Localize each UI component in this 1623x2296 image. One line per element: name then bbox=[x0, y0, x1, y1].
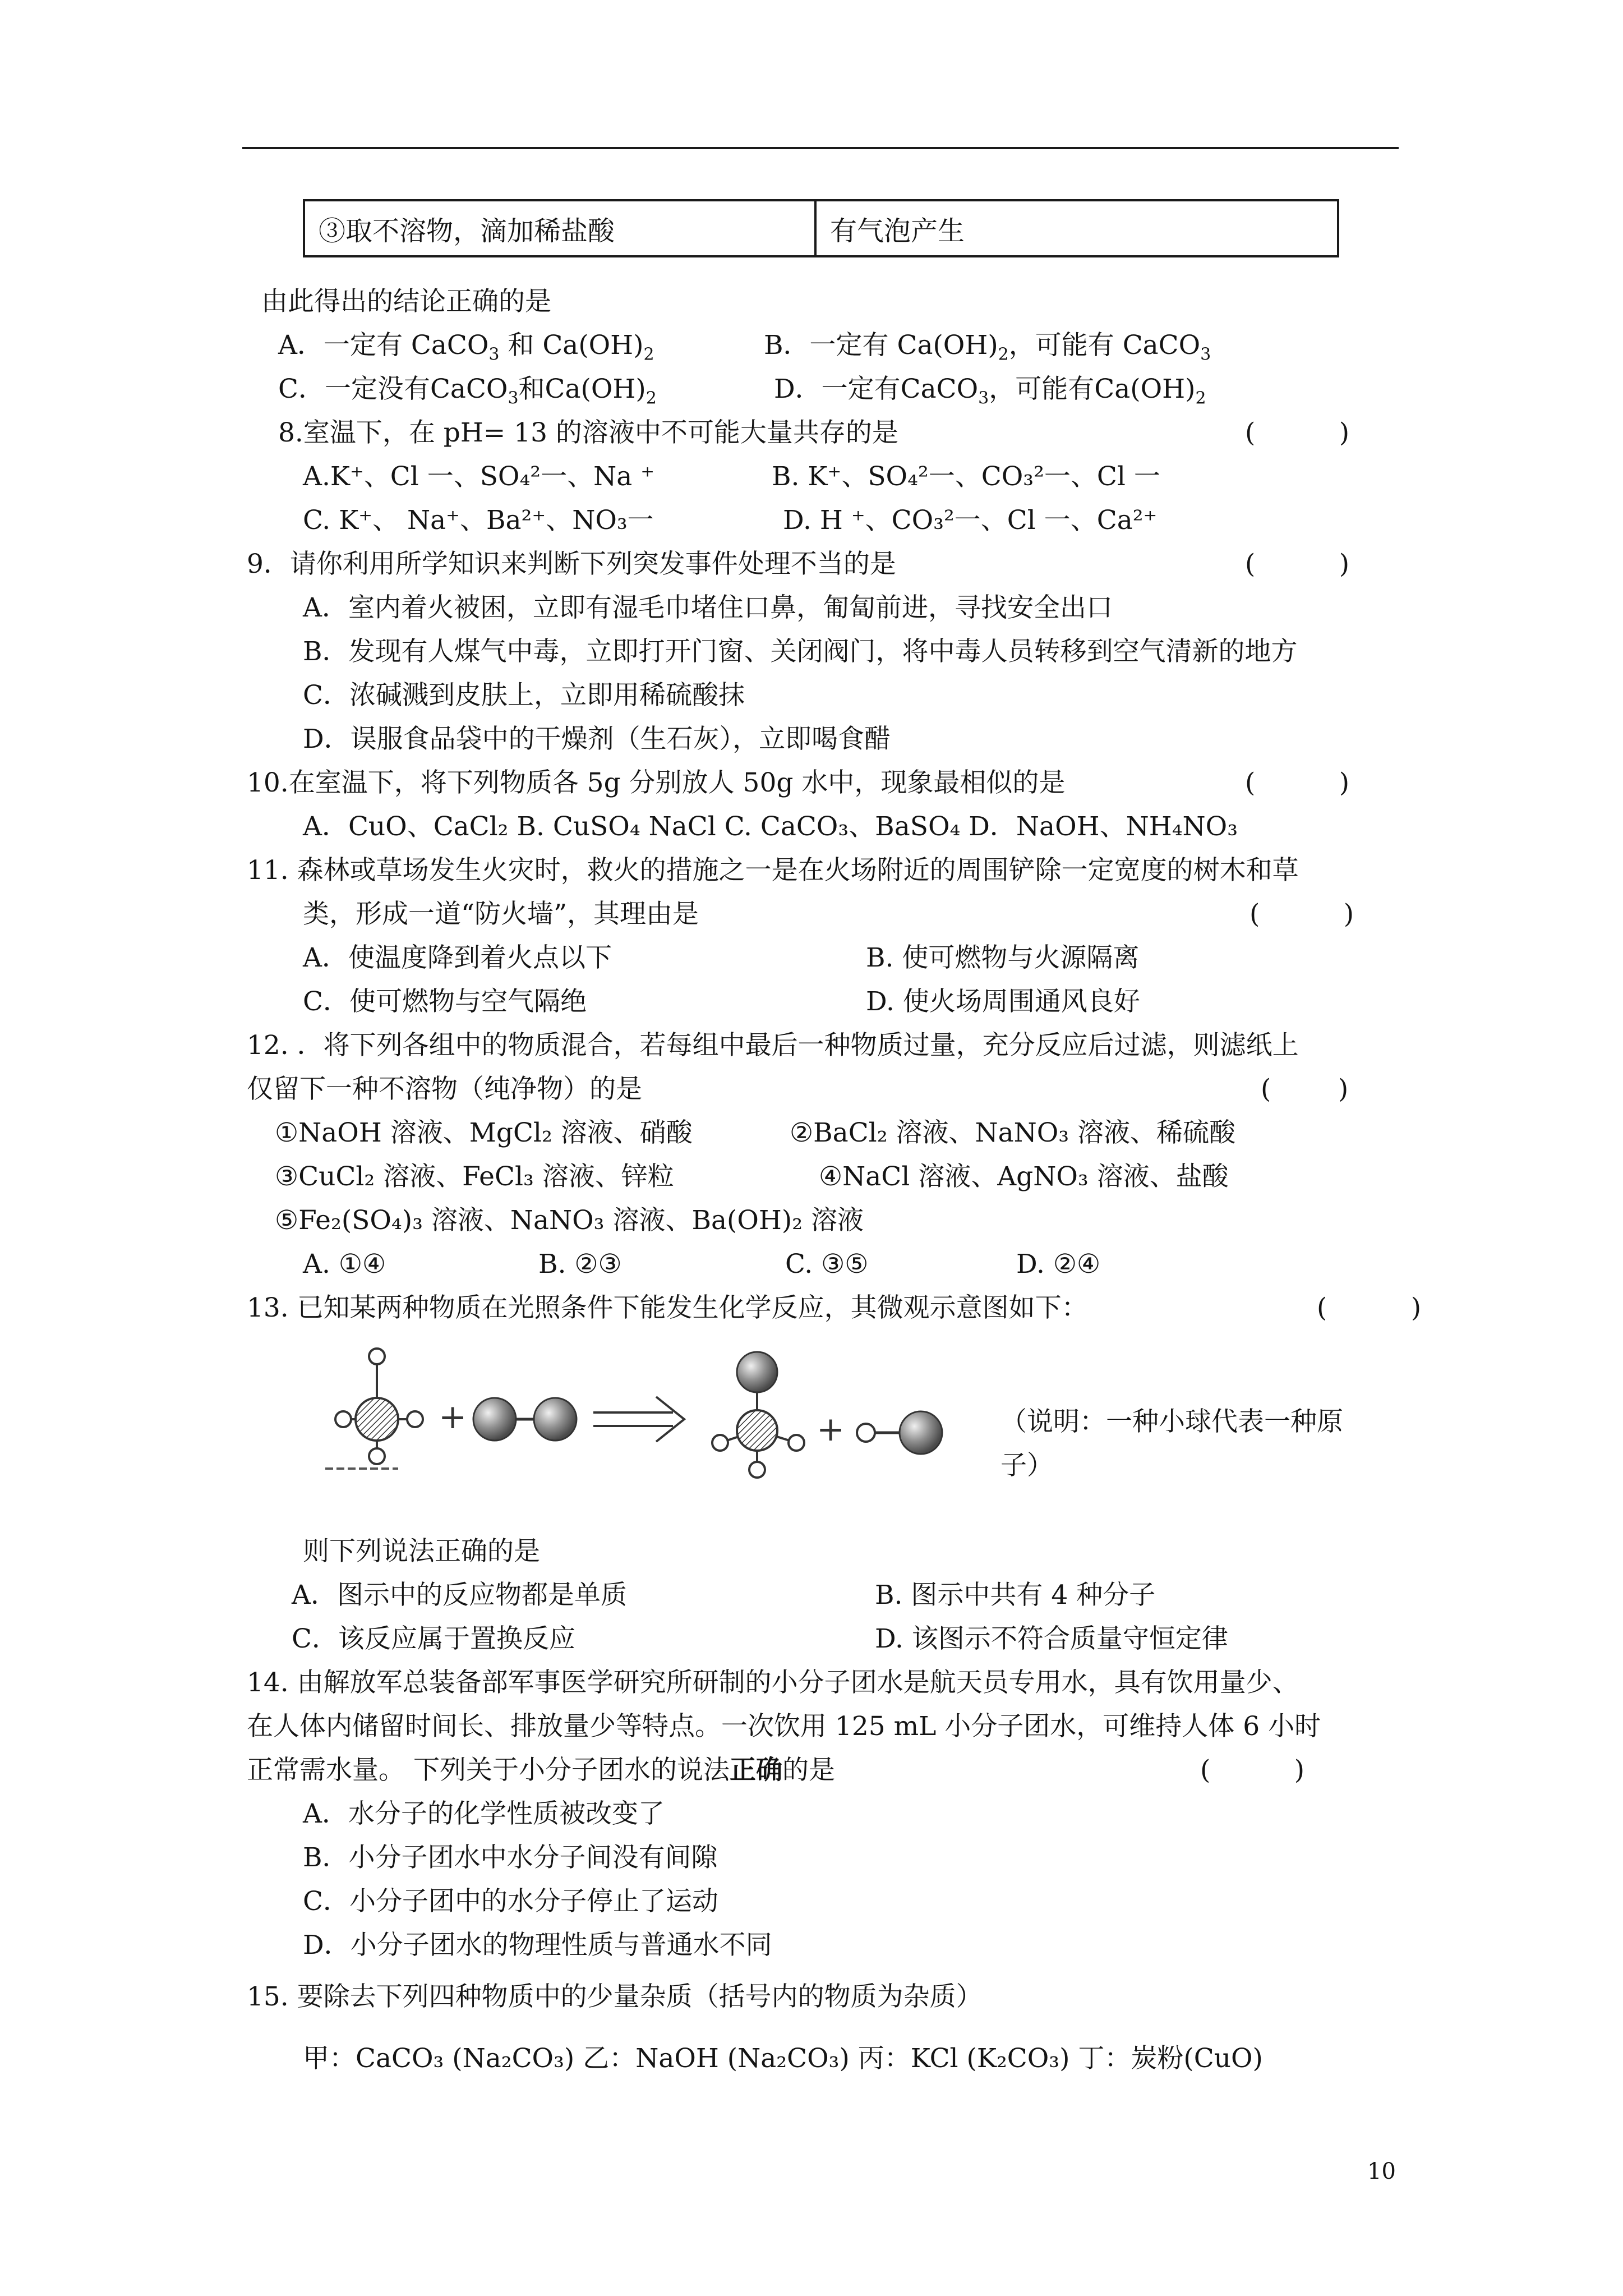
q7-option-c: C．一定没有CaCO$_3$和$Ca(OH)_2$ bbox=[278, 374, 657, 408]
table-cell-result: 有气泡产生 bbox=[830, 215, 965, 247]
q14-stem-line-3: 正常需水量。 下列关于小分子团水的说法正确的是 bbox=[247, 1755, 835, 1786]
product-molecule-2 bbox=[857, 1411, 942, 1454]
q14-option-a: A．水分子的化学性质被改变了 bbox=[303, 1798, 665, 1829]
q13-option-c: C．该反应属于置换反应 bbox=[292, 1623, 575, 1654]
q10-options: A．CuO、CaCl₂ B. CuSO₄ NaCl C. CaCO₃、BaSO₄ D．NaOH、NH₄NO₃ bbox=[303, 811, 1238, 842]
q12-option-b: B. ②③ bbox=[538, 1249, 622, 1280]
q14-answer-bracket: ( ) bbox=[1200, 1755, 1305, 1786]
experiment-table-row bbox=[303, 199, 1339, 257]
q8-stem: 8.室温下，在 pH= 13 的溶液中不可能大量共存的是 bbox=[278, 417, 898, 448]
header-rule bbox=[242, 147, 1399, 149]
q15-items: 甲：CaCO₃ (Na₂CO₃) 乙：NaOH (Na₂CO₃) 丙：KCl (K₂CO₃) 丁：炭粉(CuO) bbox=[303, 2043, 1263, 2074]
q7-option-d: D．一定有CaCO$_3$，可能有$Ca(OH)_2$ bbox=[774, 374, 1206, 408]
q12-group-2: ②BaCl₂ 溶液、NaNO₃ 溶液、稀硫酸 bbox=[790, 1117, 1236, 1148]
q11-option-c: C．使可燃物与空气隔绝 bbox=[303, 986, 587, 1017]
q12-option-c: C. ③⑤ bbox=[785, 1249, 869, 1280]
q13-note-line-1: （说明：一种小球代表一种原 bbox=[1000, 1406, 1343, 1437]
q13-option-d: D. 该图示不符合质量守恒定律 bbox=[875, 1623, 1228, 1654]
q12-stem-line-1: 12. ．将下列各组中的物质混合，若每组中最后一种物质过量，充分反应后过滤，则滤纸上 bbox=[247, 1030, 1299, 1061]
plus-sign-2: + bbox=[817, 1410, 845, 1449]
q14-stem-line-1: 14. 由解放军总装备部军事医学研究所研制的小分子团水是航天员专用水，具有饮用量少、 bbox=[247, 1667, 1299, 1698]
reactant-molecule-2 bbox=[473, 1398, 577, 1441]
q11-option-a: A．使温度降到着火点以下 bbox=[303, 942, 612, 973]
reaction-arrow bbox=[593, 1397, 684, 1442]
q8-option-b: B. K⁺、SO₄²一、CO₃²一、Cl 一 bbox=[772, 461, 1160, 492]
q8-answer-bracket: ( ) bbox=[1245, 417, 1350, 448]
q14-emphasis: 正确 bbox=[729, 1755, 782, 1786]
q13-option-b: B. 图示中共有 4 种分子 bbox=[875, 1580, 1156, 1611]
q12-group-5: ⑤Fe₂(SO₄)₃ 溶液、NaNO₃ 溶液、Ba(OH)₂ 溶液 bbox=[275, 1205, 864, 1236]
q11-answer-bracket: ( ) bbox=[1249, 899, 1354, 930]
q12-group-1: ①NaOH 溶液、MgCl₂ 溶液、硝酸 bbox=[275, 1117, 693, 1148]
q11-stem-line-1: 11. 森林或草场发生火灾时，救火的措施之一是在火场附近的周围铲除一定宽度的树木和草 bbox=[247, 855, 1299, 886]
q13-note-line-2: 子） bbox=[1000, 1450, 1053, 1481]
q12-answer-bracket: ( ) bbox=[1261, 1074, 1349, 1105]
q13-option-a: A．图示中的反应物都是单质 bbox=[292, 1580, 627, 1611]
q14-option-c: C．小分子团中的水分子停止了运动 bbox=[303, 1886, 718, 1917]
q12-option-a: A. ①④ bbox=[303, 1249, 386, 1280]
reaction-diagram bbox=[314, 1318, 987, 1487]
q9-stem: 9．请你利用所学知识来判断下列突发事件处理不当的是 bbox=[247, 549, 896, 579]
q9-option-c: C．浓碱溅到皮肤上，立即用稀硫酸抹 bbox=[303, 680, 745, 711]
q9-answer-bracket: ( ) bbox=[1245, 549, 1350, 579]
q11-stem-line-2: 类，形成一道“防火墙”，其理由是 bbox=[303, 899, 699, 930]
q12-group-3: ③CuCl₂ 溶液、FeCl₃ 溶液、锌粒 bbox=[275, 1161, 674, 1192]
q8-option-a: A.K⁺、Cl 一、SO₄²一、Na ⁺ bbox=[303, 461, 655, 492]
reactant-molecule-1 bbox=[335, 1349, 423, 1464]
q9-option-b: B．发现有人煤气中毒，立即打开门窗、关闭阀门，将中毒人员转移到空气清新的地方 bbox=[303, 636, 1298, 667]
q7-stem: 由此得出的结论正确的是 bbox=[261, 286, 551, 317]
q14-option-b: B．小分子团水中水分子间没有间隙 bbox=[303, 1842, 718, 1873]
q13-stem: 13. 已知某两种物质在光照条件下能发生化学反应，其微观示意图如下： bbox=[247, 1292, 1088, 1323]
q14-stem-line-2: 在人体内储留时间长、排放量少等特点。一次饮用 125 mL 小分子团水，可维持人体 6 小时 bbox=[247, 1711, 1321, 1742]
product-molecule-1 bbox=[712, 1352, 804, 1478]
q8-option-c: C. K⁺、 Na⁺、Ba²⁺、NO₃一 bbox=[303, 505, 654, 536]
q14-option-d: D．小分子团水的物理性质与普通水不同 bbox=[303, 1930, 772, 1961]
q13-sub-stem: 则下列说法正确的是 bbox=[303, 1536, 540, 1567]
table-cell-step: ③取不溶物，滴加稀盐酸 bbox=[305, 201, 817, 255]
plus-sign-1: + bbox=[439, 1397, 467, 1437]
q11-option-d: D. 使火场周围通风良好 bbox=[866, 986, 1140, 1017]
q9-option-a: A．室内着火被困，立即有湿毛巾堵住口鼻，匍匐前进，寻找安全出口 bbox=[303, 592, 1113, 623]
q10-stem: 10.在室温下，将下列物质各 5g 分别放人 50g 水中，现象最相似的是 bbox=[247, 767, 1066, 798]
q15-stem: 15. 要除去下列四种物质中的少量杂质（括号内的物质为杂质） bbox=[247, 1981, 983, 2012]
q8-option-d: D. H ⁺、CO₃²一、Cl 一、Ca²⁺ bbox=[783, 505, 1158, 536]
q12-group-4: ④NaCl 溶液、AgNO₃ 溶液、盐酸 bbox=[819, 1161, 1229, 1192]
q7-option-b: B．一定有 $Ca(OH)_2$，可能有 CaCO$_3$ bbox=[764, 330, 1211, 365]
q12-option-d: D. ②④ bbox=[1016, 1249, 1101, 1280]
q7-option-a: A．一定有 CaCO$_3$ 和 $Ca(OH)_2$ bbox=[278, 330, 654, 365]
q11-option-b: B. 使可燃物与火源隔离 bbox=[866, 942, 1140, 973]
q12-stem-line-2: 仅留下一种不溶物（纯净物）的是 bbox=[247, 1074, 642, 1105]
q10-answer-bracket: ( ) bbox=[1245, 767, 1350, 798]
page-number: 10 bbox=[1367, 2159, 1396, 2184]
q9-option-d: D．误服食品袋中的干燥剂（生石灰），立即喝食醋 bbox=[303, 724, 891, 754]
q13-answer-bracket: ( ) bbox=[1317, 1292, 1422, 1323]
